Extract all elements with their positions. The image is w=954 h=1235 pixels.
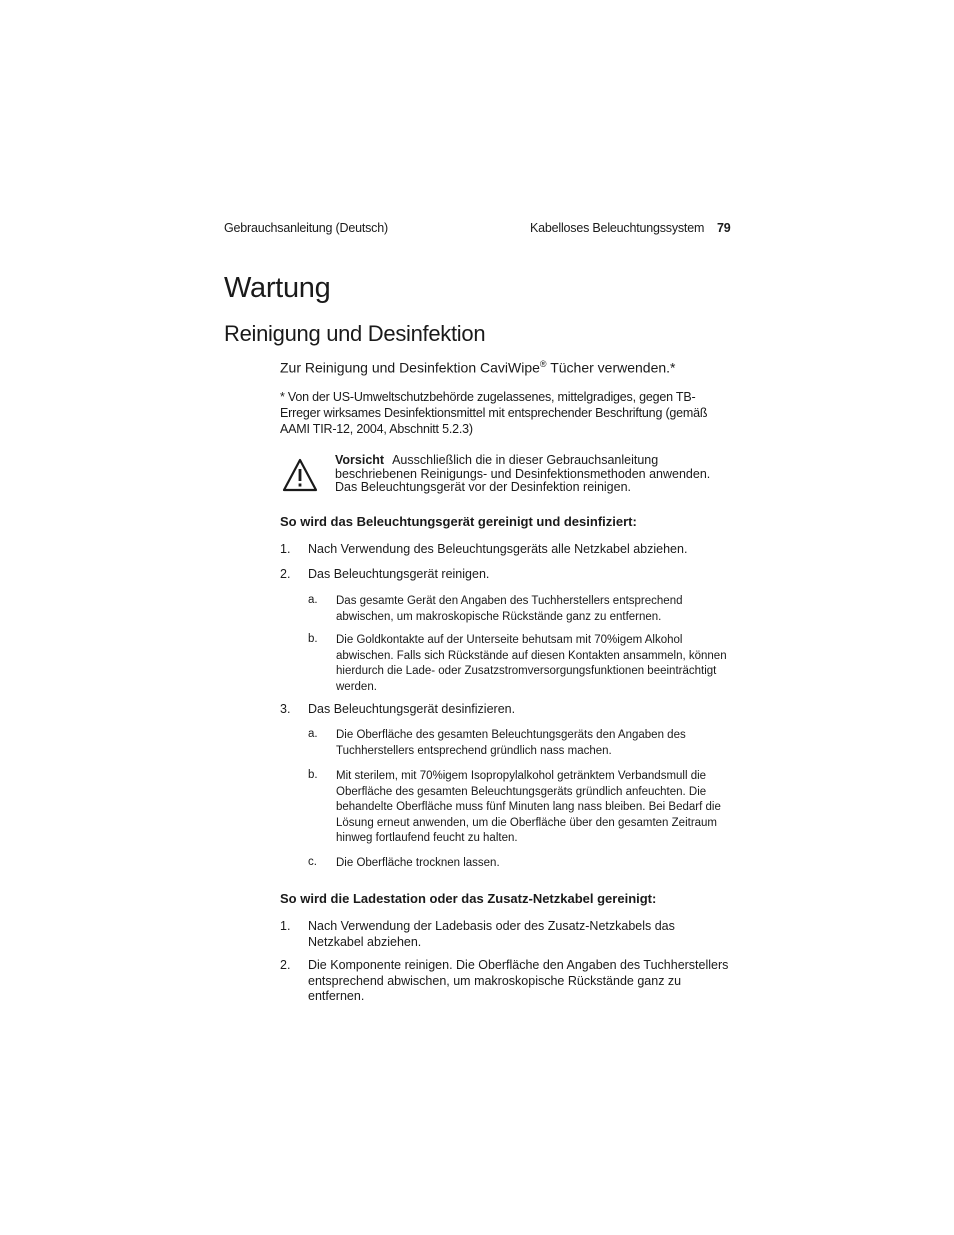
- running-header-right: Kabelloses Beleuchtungssystem: [530, 221, 705, 235]
- intro-paragraph: [280, 359, 676, 376]
- substep-letter: c.: [308, 856, 317, 868]
- page-title: Wartung: [224, 272, 331, 304]
- substep-letter: a.: [308, 728, 318, 740]
- step-number: 2.: [280, 567, 291, 581]
- step-number: 1.: [280, 542, 291, 556]
- section-heading-charger: So wird die Ladestation oder das Zusatz-Netzkabel gereinigt:: [280, 891, 657, 906]
- step-text: Die Komponente reinigen. Die Oberfläche den Angaben des Tuchherstellers entsprechend abwischen, um makroskopische Rückstände ganz zu entfernen.: [308, 958, 729, 1003]
- caution-label: Vorsicht: [335, 453, 385, 467]
- section-title: Reinigung und Desinfektion: [224, 321, 486, 346]
- step-number: 2.: [280, 958, 291, 972]
- substep-letter: b.: [308, 633, 318, 645]
- running-header-left: Gebrauchsanleitung (Deutsch): [224, 221, 388, 235]
- caution-notice: [335, 454, 735, 495]
- substep-text: Die Oberfläche trocknen lassen.: [336, 857, 500, 869]
- substep-text: Das gesamte Gerät den Angaben des Tuchherstellers entsprechend abwischen, um makroskopische Rückstände ganz zu entfernen.: [336, 595, 683, 623]
- step-text: Nach Verwendung des Beleuchtungsgeräts alle Netzkabel abziehen.: [308, 542, 688, 556]
- substep-text: Mit sterilem, mit 70%igem Isopropylalkohol getränktem Verbandsmull die Oberfläche des gesamten Beleuchtungsgeräts gründlich anfeuchten. Die behandelte Oberfläche muss fünf Minuten lang nass bleiben. Bei Bedarf die Lösung erneut anwenden, um die Oberfläche über den gesamten Zeitraum hinweg fortlaufend feucht zu halten.: [336, 770, 721, 844]
- step-text: Nach Verwendung der Ladebasis oder des Zusatz-Netzkabels das Netzkabel abziehen.: [308, 919, 675, 949]
- warning-triangle-icon: [282, 458, 318, 492]
- registered-mark: ®: [539, 359, 547, 369]
- step-number: 3.: [280, 702, 291, 716]
- substep-text: Die Goldkontakte auf der Unterseite behutsam mit 70%igem Alkohol abwischen. Falls sich Rückstände auf diesen Kontakten ansammeln, können hierdurch die Lade- oder Zusatzstromversorgungsfunktionen beeinträchtigt werden.: [336, 634, 727, 693]
- footnote: * Von der US-Umweltschutzbehörde zugelassenes, mittelgradiges, gegen TB-Erreger wirksames Desinfektionsmittel mit entsprechender Beschriftung (gemäß AAMI TIR-12, 2004, Abschnitt 5.2.3): [280, 390, 708, 436]
- page-number: 79: [717, 221, 731, 235]
- substep-letter: a.: [308, 594, 318, 606]
- section-heading-device: So wird das Beleuchtungsgerät gereinigt und desinfiziert:: [280, 514, 637, 529]
- step-number: 1.: [280, 919, 291, 933]
- substep-text: Die Oberfläche des gesamten Beleuchtungsgeräts den Angaben des Tuchherstellers entsprechend gründlich nass machen.: [336, 729, 686, 757]
- intro-text: Zur Reinigung und Desinfektion CaviWipe: [280, 359, 540, 376]
- step-text: Das Beleuchtungsgerät reinigen.: [308, 567, 490, 581]
- intro-text-end: Tücher verwenden.*: [546, 359, 676, 376]
- substep-letter: b.: [308, 769, 318, 781]
- caution-text: Ausschließlich die in dieser Gebrauchsanleitung beschriebenen Reinigungs- und Desinfektionsmethoden anwenden. Das Beleuchtungsgerät vor der Desinfektion reinigen.: [335, 453, 711, 494]
- step-text: Das Beleuchtungsgerät desinfizieren.: [308, 702, 516, 716]
